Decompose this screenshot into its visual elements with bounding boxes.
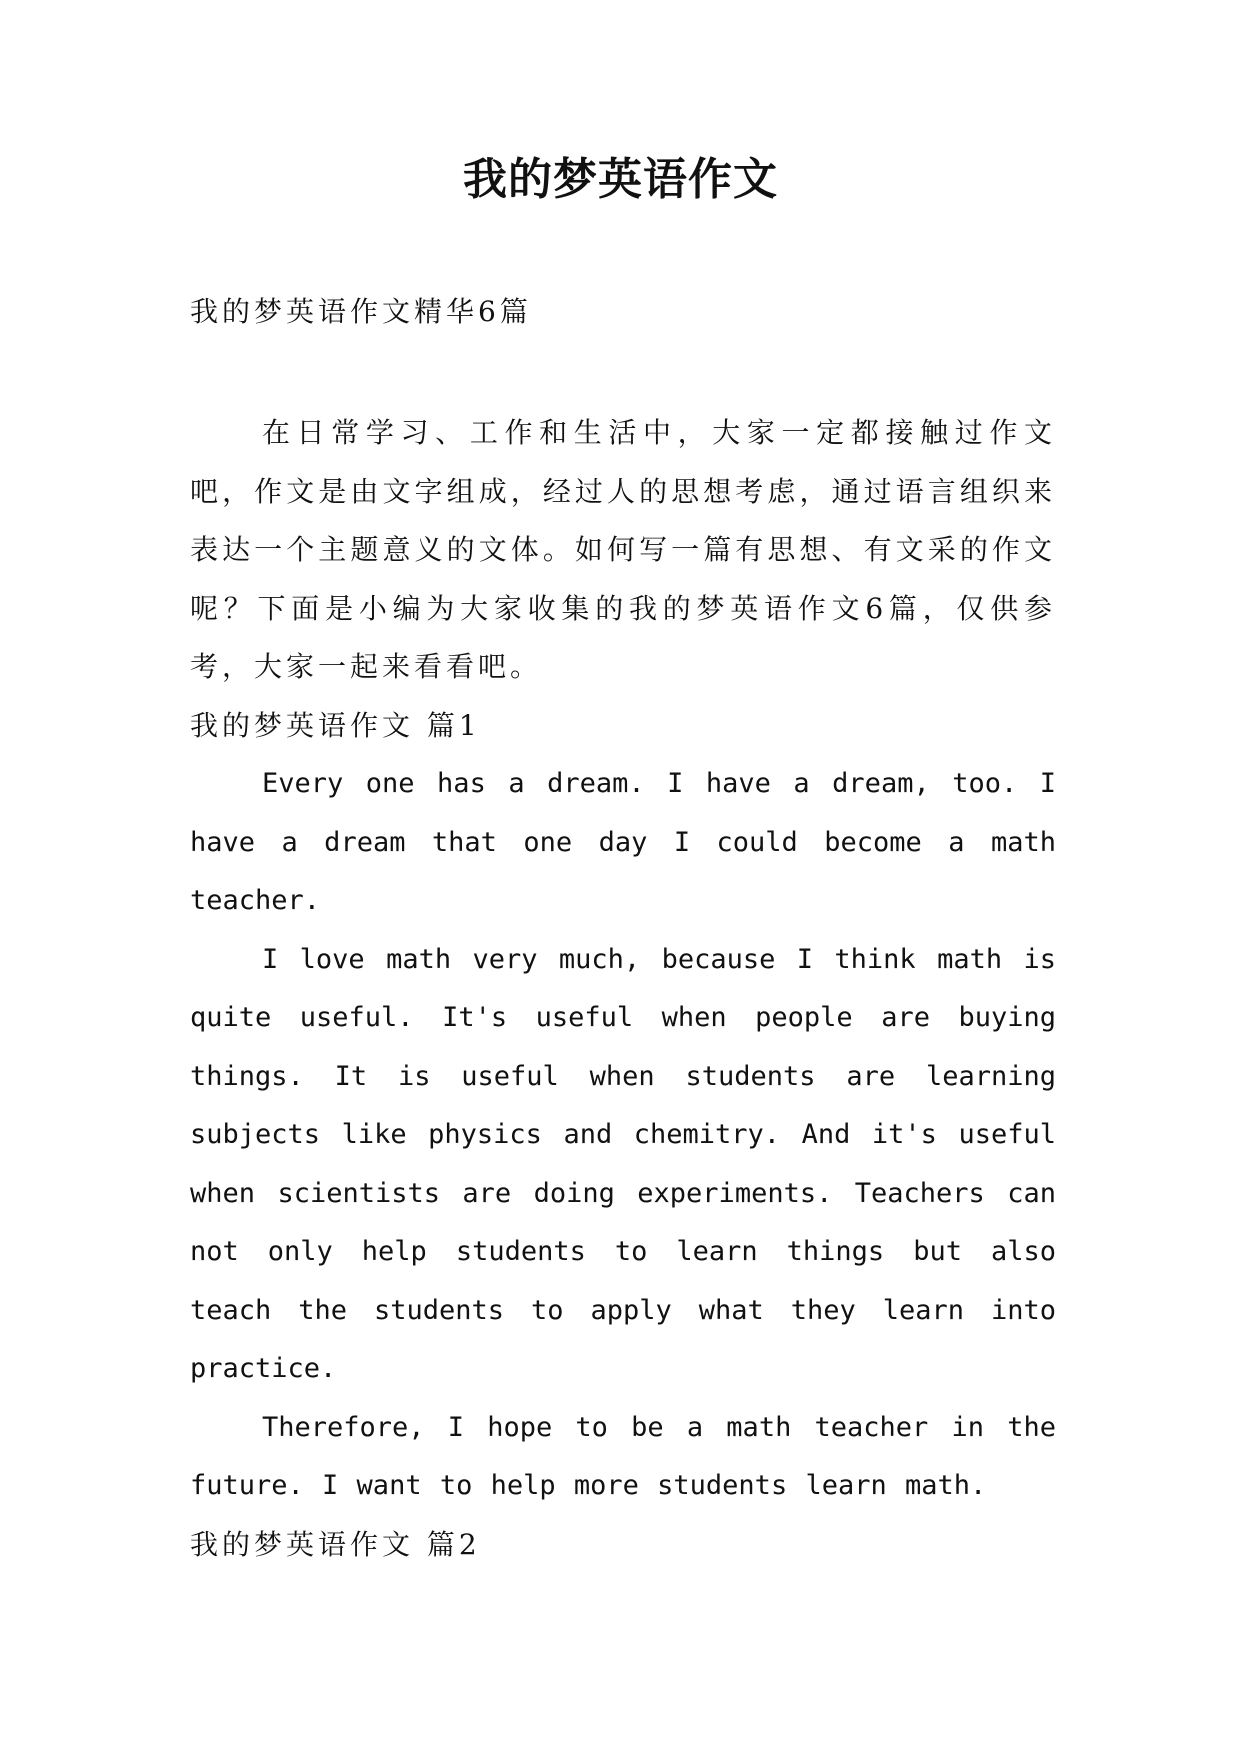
section-1-paragraph-2: I love math very much, because I think math is quite useful. It's useful when people are buying things. It is useful when students are learning subjects like physics and chemitry. And it's useful when scientists are doing experiments. Teachers can not only help students to learn things but also teach the students to apply what they learn into practice. — [190, 943, 1056, 1384]
section-heading-2: 我的梦英语作文 篇2 — [190, 1527, 481, 1561]
document-body — [190, 404, 1056, 1574]
intro-paragraph: 在日常学习、工作和生活中，大家一定都接触过作文吧，作文是由文字组成，经过人的思想考虑，通过语言组织来表达一个主题意义的文体。如何写一篇有思想、有文采的作文呢？下面是小编为大家收集的我的梦英语作文6篇，仅供参考，大家一起来看看吧。 — [190, 416, 1056, 683]
document-title: 我的梦英语作文 — [463, 154, 778, 205]
document-subtitle: 我的梦英语作文精华6篇 — [190, 295, 532, 328]
section-1-paragraph-1: Every one has a dream. I have a dream, too. I have a dream that one day I could become a math teacher. — [190, 768, 1056, 916]
section-1-paragraph-3: Therefore, I hope to be a math teacher in the future. I want to help more students learn math. — [190, 1411, 1056, 1501]
section-heading-1: 我的梦英语作文 篇1 — [190, 708, 481, 742]
